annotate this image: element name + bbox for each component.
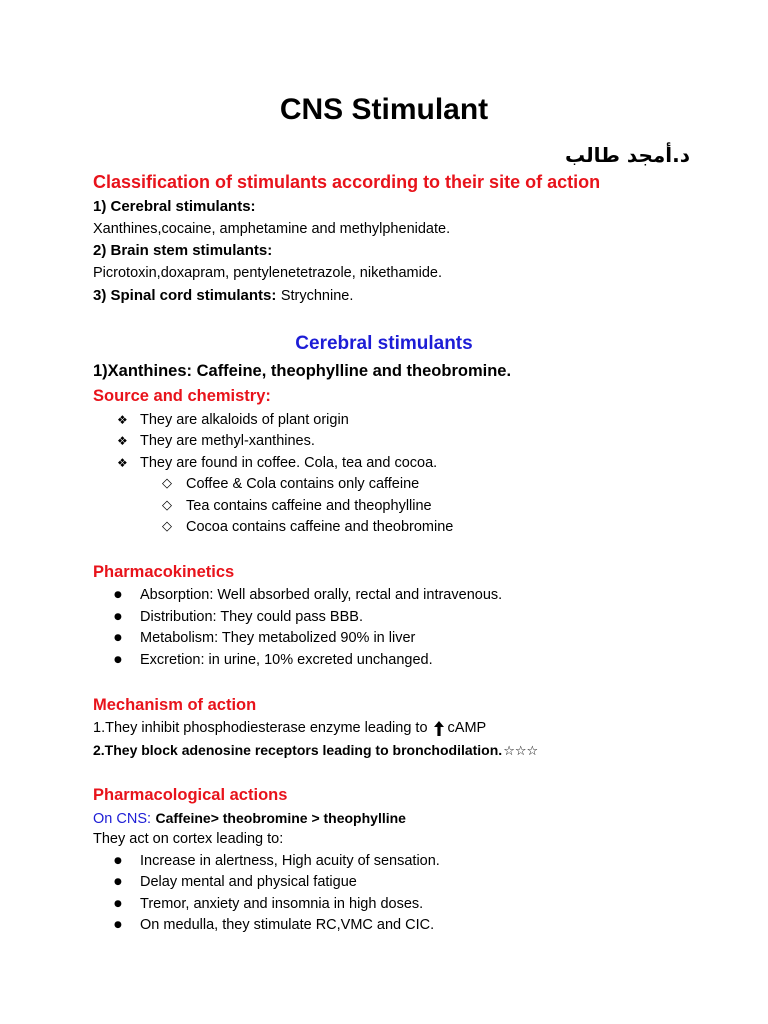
dot-bullet-icon: ● <box>114 856 122 866</box>
list-item-text: Metabolism: They metabolized 90% in liver <box>140 630 416 646</box>
list-item-text: On medulla, they stimulate RC,VMC and CIC. <box>140 917 435 933</box>
section-heading-cerebral: Cerebral stimulants <box>295 333 473 354</box>
sub-list-item-text: Cocoa contains caffeine and theobromine <box>186 519 454 535</box>
up-arrow-icon <box>434 721 444 736</box>
cns-label: On CNS: <box>93 811 152 827</box>
group-label-spinal-cord: 3) Spinal cord stimulants: <box>93 287 277 304</box>
list-item <box>114 649 433 671</box>
sub-list-item <box>162 495 432 517</box>
sub-list-item-text: Tea contains caffeine and theophylline <box>186 498 432 514</box>
sub-list-item-text: Coffee & Cola contains only caffeine <box>186 476 420 492</box>
dot-bullet-icon: ● <box>114 590 122 600</box>
pharmacokinetics-heading: Pharmacokinetics <box>93 563 235 581</box>
diamond-bullet-icon: ❖ <box>117 456 128 470</box>
sub-list-item <box>162 516 453 538</box>
mechanism-heading: Mechanism of action <box>93 696 257 714</box>
list-item-text: Excretion: in urine, 10% excreted unchanged. <box>140 652 433 668</box>
list-item <box>114 914 434 936</box>
open-diamond-bullet-icon: ◇ <box>162 498 172 513</box>
dot-bullet-icon: ● <box>114 920 122 930</box>
list-item <box>117 409 349 431</box>
list-item <box>114 606 363 628</box>
diamond-bullet-icon: ❖ <box>117 413 128 427</box>
mechanism-line-1-end: cAMP <box>447 720 487 736</box>
list-item-text: Tremor, anxiety and insomnia in high doses. <box>140 896 424 912</box>
dot-bullet-icon: ● <box>114 612 122 622</box>
actions-intro: They act on cortex leading to: <box>93 831 284 847</box>
source-heading: Source and chemistry: <box>93 387 271 405</box>
list-item <box>117 452 437 474</box>
mechanism-line-2 <box>93 739 538 763</box>
list-item-text: They are found in coffee. Cola, tea and cocoa. <box>140 455 438 471</box>
diamond-bullet-icon: ❖ <box>117 434 128 448</box>
group-label-brain-stem: 2) Brain stem stimulants: <box>93 242 273 259</box>
author-name: د.أمجد طالب <box>564 143 690 167</box>
classification-heading: Classification of stimulants according to their site of action <box>93 172 601 192</box>
list-item <box>114 893 423 915</box>
cns-potency-line <box>93 807 406 830</box>
list-item <box>114 850 440 872</box>
list-item-text: Delay mental and physical fatigue <box>140 874 357 890</box>
mechanism-line-2-text: 2.They block adenosine receptors leading to bronchodilation. <box>93 742 503 758</box>
dot-bullet-icon: ● <box>114 633 122 643</box>
xanthines-subheading: 1)Xanthines: Caffeine, theophylline and theobromine. <box>93 362 512 380</box>
group-spinal-cord <box>93 285 353 307</box>
list-item <box>114 584 502 606</box>
star-icon: ☆☆☆ <box>503 744 539 759</box>
open-diamond-bullet-icon: ◇ <box>162 519 172 534</box>
list-item <box>117 430 315 452</box>
mechanism-line-1-text: 1.They inhibit phosphodiesterase enzyme leading to <box>93 720 428 736</box>
list-item-text: Distribution: They could pass BBB. <box>140 609 363 625</box>
sub-list-item <box>162 473 419 495</box>
list-item <box>114 627 415 649</box>
group-text-cerebral: Xanthines,cocaine, amphetamine and methylphenidate. <box>93 221 451 237</box>
list-item-text: Absorption: Well absorbed orally, rectal and intravenous. <box>140 587 503 603</box>
cns-potency-order: Caffeine> theobromine > theophylline <box>155 810 406 826</box>
group-text-brain-stem: Picrotoxin,doxapram, pentylenetetrazole, nikethamide. <box>93 265 442 281</box>
list-item <box>114 871 357 893</box>
open-diamond-bullet-icon: ◇ <box>162 476 172 491</box>
list-item-text: They are alkaloids of plant origin <box>140 412 349 428</box>
dot-bullet-icon: ● <box>114 899 122 909</box>
group-text-spinal-cord: Strychnine. <box>280 288 354 304</box>
list-item-text: Increase in alertness, High acuity of sensation. <box>140 853 440 869</box>
dot-bullet-icon: ● <box>114 877 122 887</box>
dot-bullet-icon: ● <box>114 655 122 665</box>
mechanism-line-1 <box>93 717 486 739</box>
page-title: CNS Stimulant <box>279 93 489 126</box>
list-item-text: They are methyl-xanthines. <box>140 433 315 449</box>
actions-heading: Pharmacological actions <box>93 786 288 804</box>
group-label-cerebral: 1) Cerebral stimulants: <box>93 198 256 215</box>
